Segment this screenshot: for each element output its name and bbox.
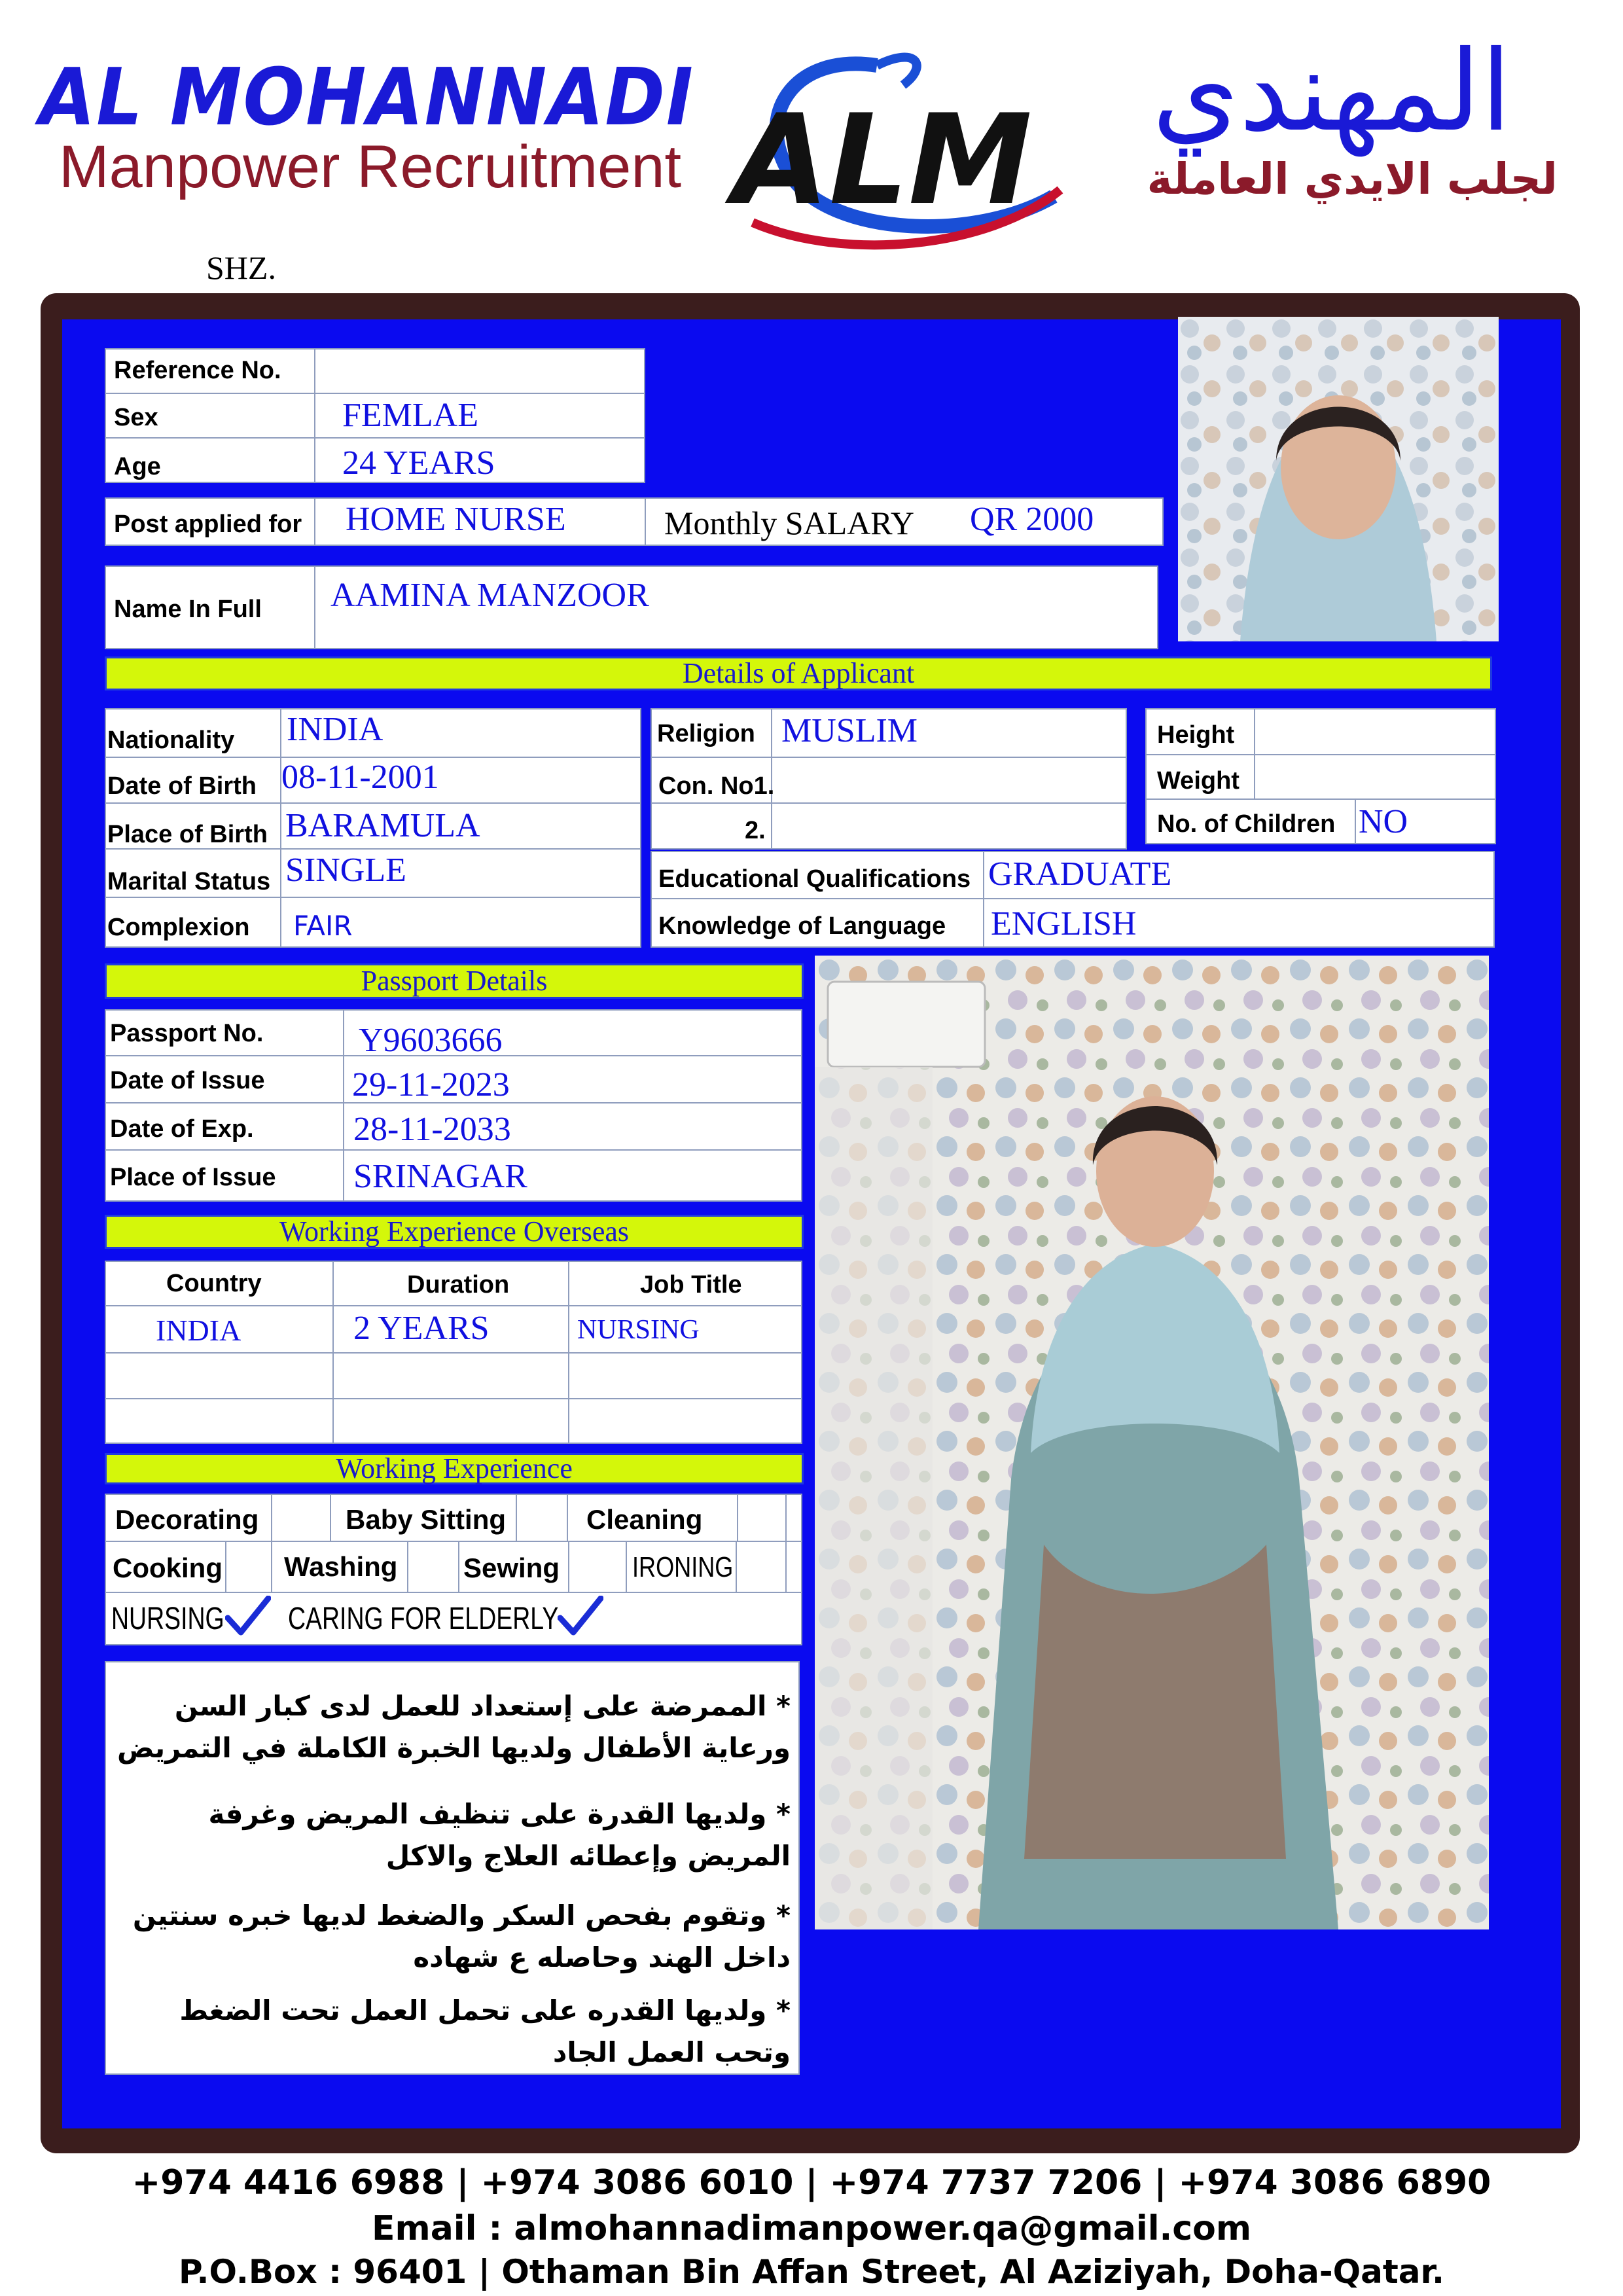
logo-text: ALM — [733, 88, 1033, 232]
pob-label: Place of Birth — [107, 821, 268, 848]
alm-logo-icon — [713, 26, 1067, 262]
reference-label: Reference No. — [114, 357, 281, 384]
religion-label: Religion — [657, 720, 755, 747]
nationality-label: Nationality — [107, 726, 235, 754]
exp-date-value: 28-11-2033 — [353, 1111, 511, 1148]
note-4: * ولديها القدره على تحمل العمل تحت الضغط وتحب العمل الجاد — [179, 1994, 791, 2068]
post-label: Post applied for — [114, 511, 302, 538]
overseas-title-bar: Working Experience Overseas — [105, 1215, 804, 1249]
passport-title-bar: Passport Details — [105, 963, 804, 999]
brand-subtitle-arabic: لجلب الايدي العاملة — [1147, 154, 1558, 204]
language-label: Knowledge of Language — [658, 912, 946, 940]
full-length-photo — [815, 956, 1489, 1929]
marital-value: SINGLE — [285, 852, 406, 889]
skill-caring-elderly: CARING FOR ELDERLY — [288, 1602, 559, 1636]
marital-label: Marital Status — [107, 868, 271, 895]
details-title-bar: Details of Applicant — [105, 656, 1492, 691]
office-code: SHZ. — [206, 249, 276, 286]
sex-label: Sex — [114, 404, 158, 431]
skill-cleaning: Cleaning — [586, 1504, 703, 1535]
nationality-value: INDIA — [287, 711, 383, 748]
skill-cooking: Cooking — [113, 1552, 223, 1583]
skill-nursing: NURSING — [111, 1602, 224, 1636]
col-duration-header: Duration — [407, 1271, 510, 1299]
issue-place-value: SRINAGAR — [353, 1158, 527, 1195]
complexion-label: Complexion — [107, 914, 250, 941]
complexion-value: FAIR — [293, 910, 353, 942]
age-value: 24 YEARS — [342, 444, 495, 482]
post-value: HOME NURSE — [346, 501, 566, 538]
name-label: Name In Full — [114, 596, 262, 623]
sex-value: FEMLAE — [342, 397, 478, 434]
salary-label: Monthly SALARY — [664, 505, 915, 541]
footer-email[interactable]: Email : almohannadimanpower.qa@gmail.com — [371, 2209, 1252, 2248]
brand-subtitle: Manpower Recruitment — [59, 134, 682, 200]
note-1: * الممرضة على إستعداد للعمل لدى كبار السن ورعاية الأطفال ولديها الخبرة الكاملة في التمريض — [117, 1690, 791, 1764]
note-2: * ولديها القدرة على تنظيف المريض وغرفة المريض وإعطائه العلاج والاكل — [208, 1798, 791, 1872]
height-label: Height — [1157, 721, 1235, 749]
children-label: No. of Children — [1157, 810, 1336, 838]
pob-value: BARAMULA — [285, 807, 480, 844]
skill-sewing: Sewing — [463, 1552, 560, 1583]
skill-washing: Washing — [284, 1551, 398, 1582]
brand-name: AL MOHANNADI — [39, 52, 694, 143]
col-country-header: Country — [166, 1270, 262, 1297]
issue-place-label: Place of Issue — [110, 1164, 276, 1191]
salary-value: QR 2000 — [970, 501, 1094, 538]
passport-no-label: Passport No. — [110, 1020, 264, 1047]
dob-label: Date of Birth — [107, 772, 257, 800]
issue-date-value: 29-11-2023 — [352, 1066, 510, 1103]
issue-date-label: Date of Issue — [110, 1067, 265, 1094]
exp-date-label: Date of Exp. — [110, 1115, 254, 1143]
table-row-jobtitle: NURSING — [577, 1315, 700, 1345]
age-label: Age — [114, 453, 161, 480]
check-icon — [225, 1596, 271, 1638]
language-value: ENGLISH — [991, 905, 1137, 942]
contact1-label: Con. No1. — [658, 772, 775, 800]
skill-ironing: IRONING — [632, 1551, 734, 1583]
skill-baby-sitting: Baby Sitting — [346, 1504, 507, 1535]
contact2-label: 2. — [745, 817, 766, 844]
footer-address: P.O.Box : 96401 | Othaman Bin Affan Street, Al Aziziyah, Doha-Qatar. — [179, 2253, 1444, 2291]
education-value: GRADUATE — [988, 855, 1172, 893]
col-jobtitle-header: Job Title — [640, 1271, 742, 1299]
table-row-duration: 2 YEARS — [353, 1310, 490, 1347]
portrait-photo — [1178, 317, 1499, 641]
footer-phones: +974 4416 6988 | +974 3086 6010 | +974 7737 7206 | +974 3086 6890 — [132, 2163, 1491, 2202]
name-value: AAMINA MANZOOR — [330, 577, 649, 614]
weight-label: Weight — [1157, 767, 1240, 795]
religion-value: MUSLIM — [781, 712, 918, 749]
table-row-country: INDIA — [156, 1314, 241, 1347]
experience-title-bar: Working Experience — [105, 1453, 804, 1484]
dob-value: 08-11-2001 — [281, 759, 439, 796]
education-label: Educational Qualifications — [658, 865, 971, 893]
skill-decorating: Decorating — [115, 1504, 259, 1535]
check-icon — [558, 1596, 603, 1638]
children-value: NO — [1359, 803, 1408, 840]
passport-no-value: Y9603666 — [359, 1022, 503, 1059]
brand-name-arabic: المهندي — [1152, 27, 1512, 156]
note-3: * وتقوم بفحص السكر والضغط لديها خبره سنتين داخل الهند وحاصله ع شهاده — [132, 1899, 791, 1973]
